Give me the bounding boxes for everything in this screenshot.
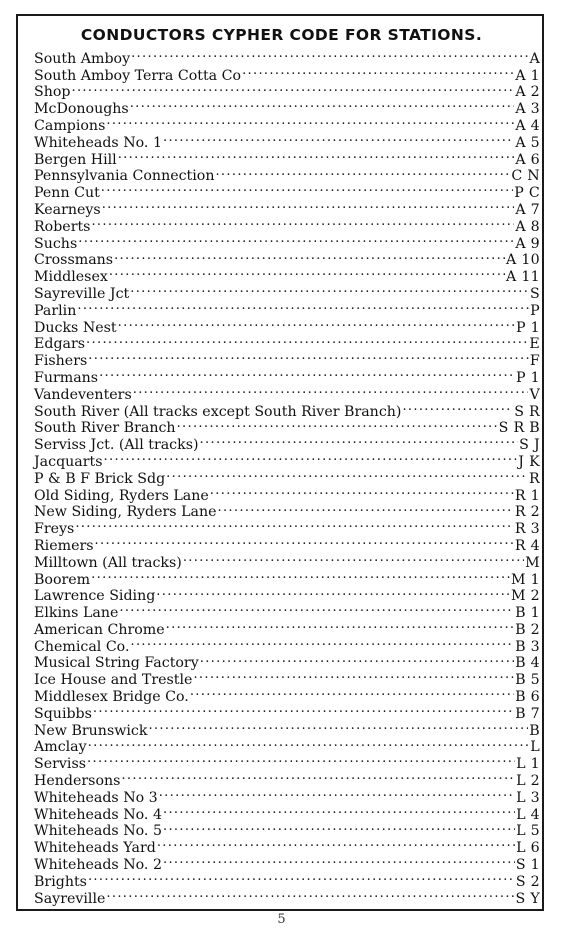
dot-leader [91, 567, 510, 584]
station-name: New Brunswick [34, 722, 148, 739]
station-code: A 8 [515, 218, 540, 235]
dot-leader [104, 449, 518, 466]
station-row [34, 180, 540, 202]
station-row [34, 533, 540, 554]
station-code: L 1 [516, 756, 540, 773]
station-row [34, 567, 540, 588]
station-name: Boorem [34, 571, 91, 588]
dot-leader [86, 332, 528, 349]
station-name: Pennsylvania Connection [34, 168, 215, 185]
station-code: S R B [498, 420, 540, 437]
station-name: Serviss [34, 756, 87, 773]
station-name: Shop [34, 84, 71, 101]
dot-leader [190, 684, 514, 701]
station-row [34, 466, 540, 487]
station-code: L [530, 739, 540, 756]
station-row [34, 113, 540, 134]
station-code: S [529, 285, 540, 302]
dot-leader [91, 214, 514, 231]
station-name: Musical String Factory [34, 655, 199, 672]
station-name: Bergen Hill [34, 151, 117, 168]
station-name: Roberts [34, 218, 91, 235]
dot-leader [99, 365, 515, 382]
dot-leader [118, 147, 515, 164]
station-code: L 5 [516, 823, 540, 840]
station-row [34, 550, 540, 571]
station-name: Whiteheads No. 2 [34, 857, 162, 874]
station-name: Suchs [34, 235, 78, 252]
station-row [34, 298, 540, 319]
station-name: Whiteheads No. 1 [34, 134, 162, 151]
station-row [34, 348, 540, 370]
station-name: Whiteheads No. 5 [34, 823, 162, 840]
dot-leader [78, 231, 514, 248]
station-name: Serviss Jct. (All tracks) [34, 437, 199, 454]
station-name: Old Siding, Ryders Lane [34, 487, 209, 504]
dot-leader [157, 835, 515, 852]
dot-leader [77, 298, 529, 315]
station-name: Brights [34, 873, 87, 890]
station-code: B 6 [515, 689, 540, 706]
station-row [34, 46, 540, 67]
station-code: R 4 [514, 537, 540, 554]
station-row [34, 516, 540, 538]
dot-leader [159, 785, 515, 802]
station-code: A 9 [515, 235, 540, 252]
station-name: Kearneys [34, 201, 101, 218]
station-row [34, 214, 540, 235]
dot-leader [156, 584, 510, 601]
dot-leader [102, 197, 515, 214]
station-name: American Chrome [34, 621, 165, 638]
station-code: M 1 [511, 571, 540, 588]
dot-leader [88, 348, 529, 365]
dot-leader [163, 130, 514, 147]
station-code: L 4 [516, 806, 540, 823]
station-code: R 1 [514, 487, 540, 504]
dot-leader [71, 80, 514, 97]
station-row [34, 197, 540, 218]
station-name: Parlin [34, 302, 77, 319]
station-code: L 3 [516, 789, 540, 806]
dot-leader [93, 701, 514, 718]
station-row [34, 718, 540, 739]
station-name: Campions [34, 117, 106, 134]
station-name: Squibbs [34, 705, 92, 722]
station-name: Sayreville Jct [34, 285, 130, 302]
dot-leader [166, 466, 528, 483]
station-name: Sayreville [34, 890, 106, 907]
dot-leader [114, 248, 505, 265]
station-name: Vandeventers [34, 386, 132, 403]
dot-leader [106, 886, 514, 903]
dot-leader [131, 634, 515, 651]
station-name: Riemers [34, 537, 94, 554]
dot-leader [166, 617, 514, 634]
dot-leader [118, 315, 515, 332]
station-code: M [525, 554, 540, 571]
dot-leader [95, 533, 514, 550]
station-code: B 3 [515, 638, 540, 655]
station-name: New Siding, Ryders Lane [34, 504, 217, 521]
station-code: F [529, 353, 540, 370]
dot-leader [130, 96, 515, 113]
station-code: C N [511, 168, 540, 185]
station-name: Middlesex [34, 269, 108, 286]
dot-leader [106, 113, 514, 130]
station-row [34, 332, 540, 353]
station-code: M 2 [511, 588, 540, 605]
station-name: Whiteheads No 3 [34, 789, 158, 806]
station-code: L 6 [516, 840, 540, 857]
dot-leader [101, 180, 513, 197]
station-name: Penn Cut [34, 185, 100, 202]
station-code: B 5 [515, 672, 540, 689]
station-code: S R [514, 403, 540, 420]
dot-leader [210, 483, 514, 500]
station-code: A 7 [515, 201, 540, 218]
station-row [34, 768, 540, 790]
station-code: P 1 [516, 319, 540, 336]
dot-leader [163, 819, 515, 836]
station-name: Whiteheads Yard [34, 840, 156, 857]
station-name: Middlesex Bridge Co. [34, 689, 189, 706]
station-code: S J [519, 437, 540, 454]
station-code: A 10 [505, 252, 540, 269]
station-code: V [529, 386, 540, 403]
dot-leader [119, 600, 514, 617]
dot-leader [215, 164, 510, 181]
station-code: R [529, 470, 540, 487]
station-name: Milltown (All tracks) [34, 554, 182, 571]
station-code: B 7 [515, 705, 540, 722]
dot-leader [177, 416, 498, 433]
station-row [34, 584, 540, 605]
station-row [34, 264, 540, 286]
station-code: R 2 [514, 504, 540, 521]
dot-leader [218, 500, 514, 517]
station-row [34, 735, 540, 756]
dot-leader [109, 264, 505, 281]
station-row [34, 96, 540, 118]
station-code: B 1 [515, 605, 540, 622]
dot-leader [200, 432, 519, 449]
dot-leader [163, 802, 515, 819]
dot-leader [242, 63, 514, 80]
dot-leader [200, 651, 514, 668]
station-name: Elkins Lane [34, 605, 119, 622]
station-name: Lawrence Siding [34, 588, 156, 605]
station-code: B 2 [515, 621, 540, 638]
station-code: A 2 [515, 84, 540, 101]
station-row [34, 130, 540, 151]
station-name: Chemical Co. [34, 638, 130, 655]
station-row [34, 365, 540, 386]
station-name: Crossmans [34, 252, 114, 269]
station-name: South River (All tracks except South River Branch) [34, 403, 402, 420]
dot-leader [87, 751, 515, 768]
station-row [34, 80, 540, 101]
page-title: CONDUCTORS CYPHER CODE FOR STATIONS. [80, 26, 483, 44]
station-code: A 3 [515, 101, 540, 118]
station-row [34, 449, 540, 470]
station-code: A [529, 50, 540, 67]
station-name: Whiteheads No. 4 [34, 806, 162, 823]
dot-leader [75, 516, 514, 533]
station-row [34, 751, 540, 773]
station-name: Freys [34, 521, 75, 538]
station-code: J K [518, 453, 540, 470]
station-name: Fishers [34, 353, 88, 370]
station-name: South Amboy Terra Cotta Co [34, 67, 242, 84]
station-name: McDonoughs [34, 101, 129, 118]
station-name: P & B F Brick Sdg [34, 470, 166, 487]
station-name: Hendersons [34, 773, 121, 790]
station-name: Amclay [34, 739, 87, 756]
station-row [34, 281, 540, 302]
station-code: A 11 [505, 269, 540, 286]
dot-leader [193, 667, 514, 684]
station-row [34, 886, 540, 907]
station-code: S Y [515, 890, 540, 907]
station-code: A 5 [515, 134, 540, 151]
station-row [34, 248, 540, 269]
station-name: Jacquarts [34, 453, 103, 470]
station-code: B 4 [515, 655, 540, 672]
station-row [34, 701, 540, 722]
dot-leader [163, 852, 515, 869]
station-name: South River Branch [34, 420, 176, 437]
dot-leader [131, 46, 528, 63]
station-code: E [529, 336, 540, 353]
dot-leader [88, 735, 530, 752]
station-code: R 3 [514, 521, 540, 538]
station-name: Ice House and Trestle [34, 672, 193, 689]
dot-leader [148, 718, 528, 735]
station-code: S 2 [515, 873, 540, 890]
dot-leader [183, 550, 524, 567]
station-code: S 1 [515, 857, 540, 874]
station-code: A 6 [515, 151, 540, 168]
page-number: 5 [277, 912, 286, 927]
station-code: A 1 [515, 67, 540, 84]
station-row [34, 869, 540, 890]
station-name: Edgars [34, 336, 86, 353]
station-code: P C [514, 185, 540, 202]
station-name: Furmans [34, 369, 99, 386]
station-name: Ducks Nest [34, 319, 117, 336]
station-code: L 2 [516, 773, 540, 790]
dot-leader [402, 399, 513, 416]
station-list [34, 46, 540, 907]
station-row [34, 382, 540, 403]
station-row [34, 315, 540, 336]
dot-leader [130, 281, 529, 298]
dot-leader [133, 382, 529, 399]
dot-leader [88, 869, 515, 886]
dot-leader [121, 768, 515, 785]
station-row [34, 231, 540, 252]
station-name: South Amboy [34, 50, 131, 67]
station-code: P 1 [516, 369, 540, 386]
station-code: B [529, 722, 540, 739]
station-code: A 4 [515, 117, 540, 134]
station-code: P [530, 302, 540, 319]
